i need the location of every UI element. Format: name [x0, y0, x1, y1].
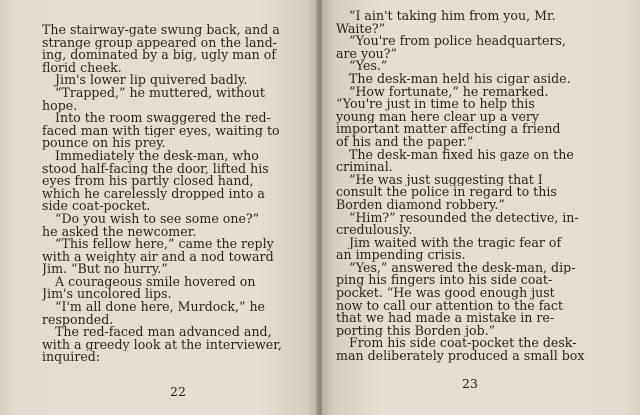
- text-line: “You're just in time to help this: [336, 98, 535, 111]
- text-line: of his and the paper.”: [336, 135, 474, 149]
- text-line: “Him?” resounded the detective, in-: [349, 211, 579, 225]
- text-line: pounce on his prey.: [42, 137, 166, 150]
- text-line: ing, dominated by a big, ugly man of: [42, 49, 276, 62]
- text-line: “Do you wish to see some one?”: [55, 212, 260, 226]
- text-line: ping his fingers into his side coat-: [336, 274, 553, 288]
- text-line: Jim's uncolored lips.: [42, 288, 172, 302]
- text-line: consult the police in regard to this: [336, 186, 557, 199]
- text-line: The red-faced man advanced and,: [55, 326, 272, 339]
- text-line: with a weighty air and a nod toward: [42, 250, 274, 264]
- text-line: “Yes.”: [349, 60, 388, 73]
- text-line: The stairway-gate swung back, and a: [42, 24, 280, 37]
- left-page-text: [42, 24, 304, 364]
- text-line: Jim. “But no hurry.”: [42, 263, 168, 276]
- text-line: Waite?”: [336, 22, 386, 36]
- text-line: The desk-man held his cigar aside.: [349, 72, 571, 86]
- text-line: “You're from police headquarters,: [349, 35, 566, 48]
- text-line: “I'm all done here, Murdock,” he: [55, 301, 266, 314]
- text-line: “He was just suggesting that I: [349, 173, 543, 187]
- text-line: man deliberately produced a small box: [336, 350, 585, 363]
- right-page-text: [336, 10, 612, 363]
- text-line: Jim waited with the tragic fear of: [349, 236, 562, 250]
- text-line: From his side coat-pocket the desk-: [349, 337, 577, 351]
- text-line: A courageous smile hovered on: [55, 275, 256, 289]
- text-line: porting this Borden job.”: [336, 324, 496, 338]
- text-line: are you?”: [336, 47, 397, 61]
- text-line: “This fellow here,” came the reply: [55, 238, 274, 251]
- text-line: young man here clear up a very: [336, 110, 540, 124]
- text-line: credulously.: [336, 224, 413, 237]
- text-line: Into the room swaggered the red-: [55, 112, 271, 125]
- text-line: now to call our attention to the fact: [336, 299, 563, 313]
- text-line: “Yes,” answered the desk-man, dip-: [349, 261, 576, 275]
- text-line: Jim's lower lip quivered badly.: [55, 74, 248, 87]
- text-line: with a greedy look at the interviewer,: [42, 338, 282, 352]
- text-line: Borden diamond robbery.”: [336, 198, 505, 212]
- text-line: which he carelessly dropped into a: [42, 187, 265, 201]
- text-line: hope.: [42, 99, 78, 113]
- left-page-number: 22: [170, 384, 186, 399]
- text-line: that we had made a mistake in re-: [336, 312, 555, 325]
- text-line: “Trapped,” he muttered, without: [55, 86, 265, 100]
- text-line: faced man with tiger eyes, waiting to: [42, 124, 280, 138]
- text-line: strange group appeared on the land-: [42, 36, 277, 50]
- text-line: stood half-facing the door, lifted his: [42, 162, 269, 176]
- text-line: Immediately the desk-man, who: [55, 149, 259, 163]
- text-line: responded.: [42, 313, 114, 327]
- text-line: side coat-pocket.: [42, 200, 151, 213]
- text-line: an impending crisis.: [336, 249, 466, 262]
- right-page: [322, 0, 640, 415]
- text-line: important matter affecting a friend: [336, 123, 561, 136]
- text-line: pocket. “He was good enough just: [336, 287, 555, 300]
- left-page: [0, 0, 318, 415]
- text-line: “How fortunate,” he remarked.: [349, 85, 549, 99]
- text-line: florid cheek.: [42, 61, 122, 75]
- right-page-number: 23: [462, 376, 478, 391]
- text-line: The desk-man fixed his gaze on the: [349, 148, 574, 162]
- text-line: criminal.: [336, 161, 393, 174]
- text-line: he asked the newcomer.: [42, 225, 197, 239]
- text-line: “I ain't taking him from you, Mr.: [349, 10, 556, 23]
- text-line: eyes from his partly closed hand,: [42, 175, 254, 188]
- text-line: inquired:: [42, 351, 101, 365]
